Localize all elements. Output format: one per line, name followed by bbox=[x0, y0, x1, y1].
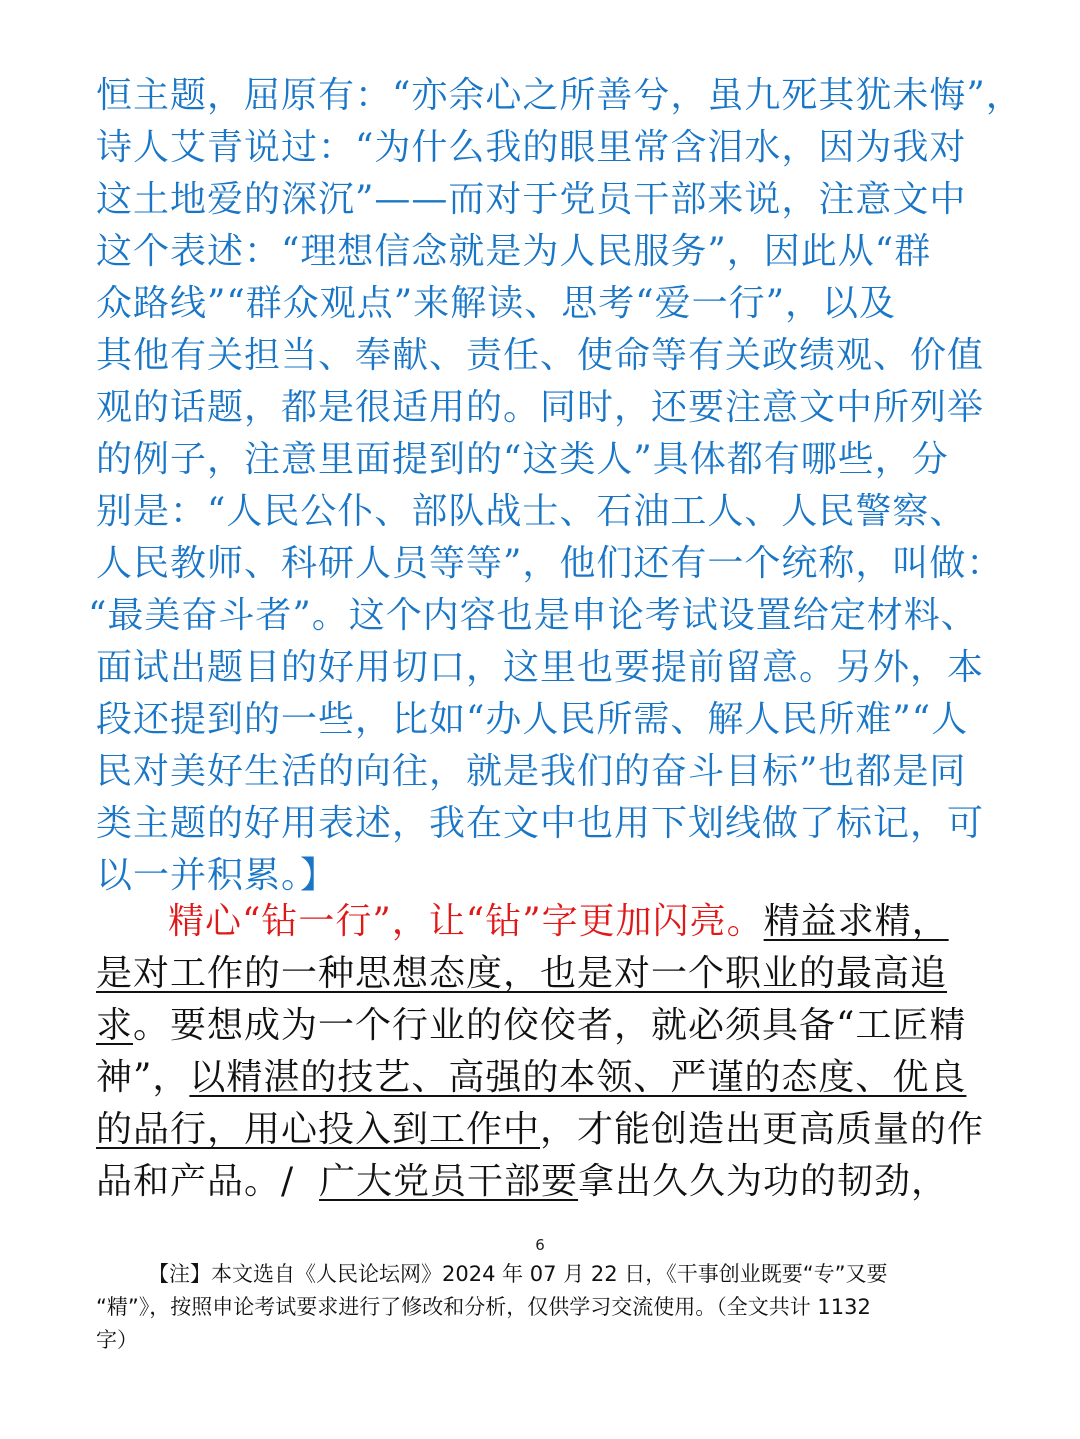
body-text: 拿出久久为功的韧劲， bbox=[578, 1161, 949, 1202]
analysis-line: 众路线”“群众观点”来解读、思考“爱一行”，以及 bbox=[96, 283, 897, 324]
underlined-text: 求 bbox=[96, 1005, 134, 1046]
body-text: 。要想成为一个行业的佼佼者，就必须具备“工匠精 bbox=[133, 1005, 967, 1046]
note-line: “精”》，按照申论考试要求进行了修改和分析，仅供学习交流使用。（全文共计 1132 bbox=[96, 1295, 871, 1319]
underlined-text: 是对工作的一种思想态度，也是对一个职业的最高追 bbox=[96, 953, 948, 994]
note-line: 【注】本文选自《人民论坛网》2024 年 07 月 22 日，《干事创业既要“专”又要 bbox=[148, 1262, 888, 1286]
body-text: 神”， bbox=[96, 1057, 190, 1098]
analysis-line: 人民教师、科研人员等等”，他们还有一个统称，叫做： bbox=[96, 543, 1004, 584]
analysis-line: 民对美好生活的向往，就是我们的奋斗目标”也都是同 bbox=[96, 751, 967, 792]
analysis-paragraph bbox=[88, 70, 1023, 902]
analysis-line: 这土地爱的深沉”——而对于党员干部来说，注意文中 bbox=[96, 179, 967, 220]
page-number: 6 bbox=[535, 1236, 545, 1254]
analysis-line: 类主题的好用表述，我在文中也用下划线做了标记，可 bbox=[96, 803, 985, 844]
underlined-text: 广大党员干部要 bbox=[319, 1161, 579, 1202]
body-text: 品和产品。/ bbox=[96, 1161, 320, 1202]
analysis-line: 的例子，注意里面提到的“这类人”具体都有哪些，分 bbox=[96, 439, 949, 480]
analysis-line: 段还提到的一些，比如“办人民所需、解人民所难”“人 bbox=[96, 699, 969, 740]
section-heading: 精心“钻一行”，让“钻”字更加闪亮。 bbox=[168, 901, 764, 942]
main-line-4 bbox=[96, 1052, 996, 1104]
underlined-text: 的品行，用心投入到工作中 bbox=[96, 1109, 541, 1150]
main-line-5 bbox=[96, 1104, 996, 1156]
analysis-line: 以一并积累。】 bbox=[96, 855, 338, 896]
underlined-text: 精益求精， bbox=[763, 901, 949, 942]
analysis-line: 诗人艾青说过：“为什么我的眼里常含泪水，因为我对 bbox=[96, 127, 967, 168]
main-line-1 bbox=[96, 896, 996, 948]
analysis-line: 这个表述：“理想信念就是为人民服务”，因此从“群 bbox=[96, 231, 932, 272]
body-text: ，才能创造出更高质量的作 bbox=[540, 1109, 985, 1150]
underlined-text: 以精湛的技艺、高强的本领、严谨的态度、优良 bbox=[189, 1057, 967, 1098]
analysis-line: 面试出题目的好用切口，这里也要提前留意。另外，本 bbox=[96, 647, 985, 688]
main-line-3 bbox=[96, 1000, 996, 1052]
main-line-2 bbox=[96, 948, 996, 1000]
note-line: 字） bbox=[96, 1328, 138, 1352]
source-note bbox=[96, 1258, 996, 1357]
analysis-line: “最美奋斗者”。这个内容也是申论考试设置给定材料、 bbox=[88, 595, 978, 636]
main-paragraph bbox=[96, 896, 996, 1208]
main-line-6 bbox=[96, 1156, 996, 1208]
analysis-line: 观的话题，都是很适用的。同时，还要注意文中所列举 bbox=[96, 387, 985, 428]
analysis-line: 其他有关担当、奉献、责任、使命等有关政绩观、价值 bbox=[96, 335, 985, 376]
analysis-line: 别是：“人民公仆、部队战士、石油工人、人民警察、 bbox=[96, 491, 967, 532]
analysis-line: 恒主题，屈原有：“亦余心之所善兮，虽九死其犹未悔”， bbox=[96, 75, 1023, 116]
